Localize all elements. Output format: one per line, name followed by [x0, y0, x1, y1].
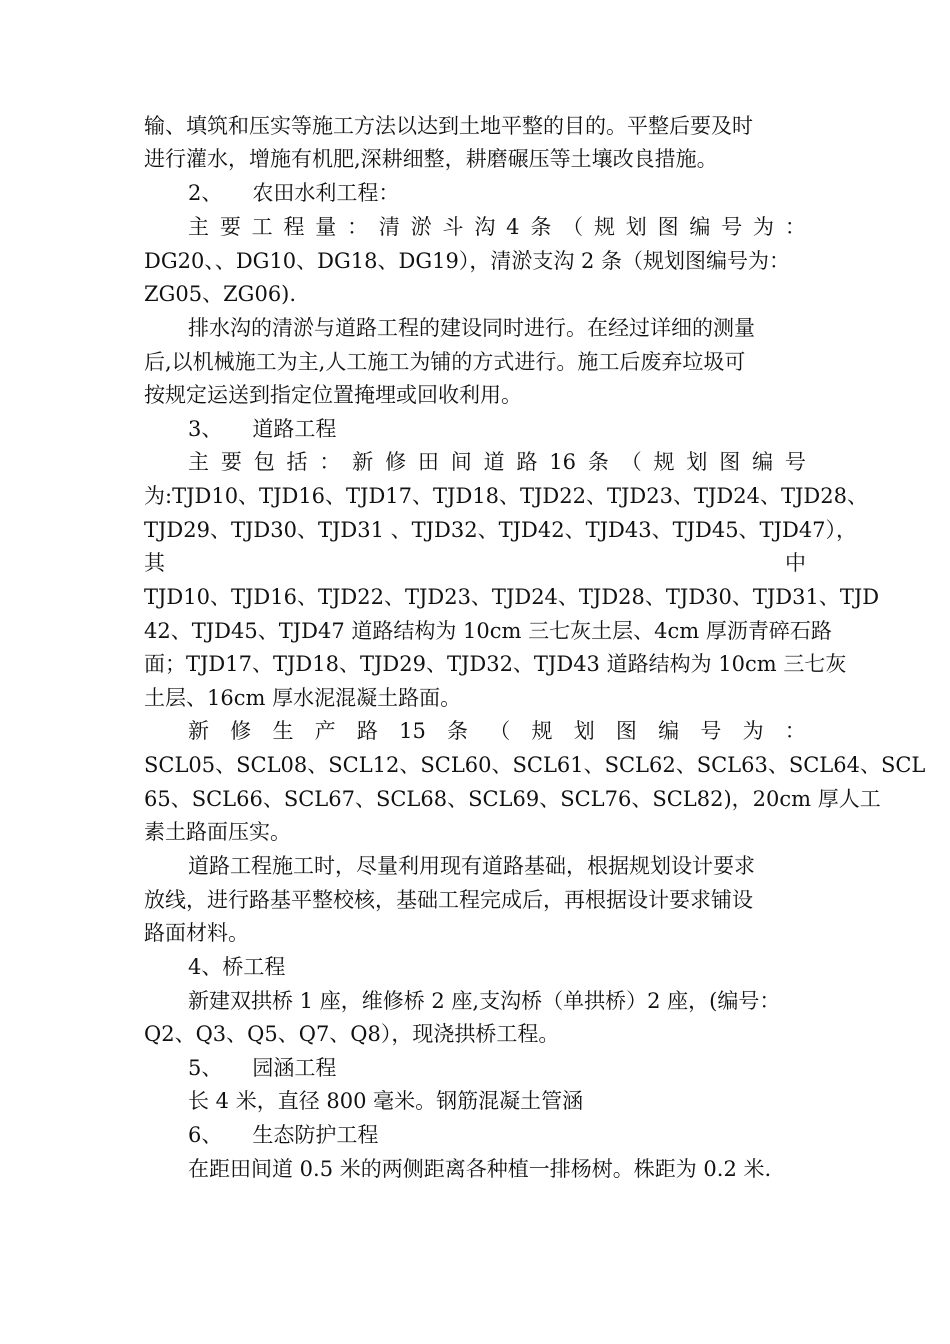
justified-word: 包: [253, 450, 275, 474]
paragraph-line: 按规定运送到指定位置掩埋或回收利用。: [144, 383, 522, 407]
justified-word: 斗: [442, 215, 464, 239]
justified-word: 间: [450, 450, 472, 474]
paragraph-line: SCL05、SCL08、SCL12、SCL60、SCL61、SCL62、SCL63、SCL64、SCL: [144, 753, 926, 777]
justified-word: 规: [593, 215, 615, 239]
section-heading: [188, 177, 399, 210]
justified-word: 淤: [410, 215, 432, 239]
justified-word: 划: [573, 719, 595, 743]
justified-word: ：: [784, 719, 806, 743]
justified-word: ：: [347, 215, 369, 239]
justified-word: 清: [378, 215, 400, 239]
justified-word: 划: [686, 450, 708, 474]
paragraph-line: 路面材料。: [144, 921, 249, 945]
justified-word: 图: [719, 450, 741, 474]
justified-line: [188, 446, 806, 479]
paragraph-line: 65、SCL66、SCL67、SCL68、SCL69、SCL76、SCL82)，20cm 厚人工: [144, 787, 881, 811]
justified-word: 主: [188, 450, 209, 474]
justified-word: 新: [188, 719, 209, 743]
justified-word: 程: [283, 215, 305, 239]
justified-word: 道: [483, 450, 505, 474]
paragraph-line: 素土路面压实。: [144, 820, 291, 844]
justified-word: 修: [230, 719, 252, 743]
justified-word: 为: [742, 719, 764, 743]
justified-word: 生: [272, 719, 294, 743]
justified-word: 路: [356, 719, 378, 743]
section-heading: [188, 413, 336, 446]
paragraph-line: 长 4 米，直径 800 毫米。钢筋混凝土管涵: [188, 1089, 584, 1113]
justified-word: （: [562, 215, 584, 239]
justified-word: 田: [417, 450, 439, 474]
paragraph-line: 42、TJD45、TJD47 道路结构为 10cm 三七灰土层、4cm 厚沥青碎石路: [144, 619, 832, 643]
paragraph-line: 后,以机械施工为主,人工施工为铺的方式进行。施工后废弃垃圾可: [144, 350, 746, 374]
justified-word: （: [620, 450, 642, 474]
justified-word: 16: [549, 450, 577, 474]
justified-word: 产: [314, 719, 336, 743]
justified-word: 沟: [474, 215, 496, 239]
justified-word: 新: [352, 450, 374, 474]
justified-word: 编: [658, 719, 680, 743]
paragraph-line: 进行灌水，增施有机肥,深耕细整，耕磨碾压等土壤改良措施。: [144, 147, 718, 171]
justified-word: 15: [399, 719, 426, 743]
section-title: 园涵工程: [252, 1056, 337, 1080]
paragraph-line: 在距田间道 0.5 米的两侧距离各种植一排杨树。株距为 0.2 米.: [188, 1157, 772, 1181]
justified-word: 号: [700, 719, 722, 743]
justified-word: 路: [516, 450, 538, 474]
section-heading: [188, 1052, 336, 1085]
justified-word: 编: [752, 450, 774, 474]
justified-word: 要: [219, 215, 241, 239]
section-title: 道路工程: [252, 417, 337, 441]
justified-word: 条: [530, 215, 552, 239]
justified-word: （: [489, 719, 511, 743]
justified-word: 为: [753, 215, 774, 239]
justified-word: 条: [587, 450, 609, 474]
justified-word: 规: [531, 719, 553, 743]
section-number: 3、: [188, 417, 223, 441]
justified-word: ：: [784, 215, 806, 239]
justified-word: 图: [657, 215, 679, 239]
justified-word: 量: [315, 215, 337, 239]
paragraph-line: DG20、、DG10、DG18、DG19），清淤支沟 2 条（规划图编号为：: [144, 249, 791, 273]
justified-word: 修: [385, 450, 407, 474]
paragraph-line: Q2、Q3、Q5、Q7、Q8），现浇拱桥工程。: [144, 1022, 560, 1046]
justified-word: 主: [188, 215, 209, 239]
paragraph-line: TJD29、TJD30、TJD31 、TJD32、TJD42、TJD43、TJD45、TJD47），: [144, 518, 858, 542]
justified-word: 号: [721, 215, 743, 239]
justified-word: 工: [251, 215, 273, 239]
justified-word: 要: [220, 450, 242, 474]
justified-line: [188, 715, 806, 748]
justified-word: 图: [615, 719, 637, 743]
paragraph-line: 道路工程施工时，尽量利用现有道路基础，根据规划设计要求: [188, 854, 755, 878]
justified-word: 规: [653, 450, 675, 474]
section-number: 5、: [188, 1056, 223, 1080]
paragraph-line: 新建双拱桥 1 座，维修桥 2 座,支沟桥（单拱桥）2 座，(编号：: [188, 989, 781, 1013]
section-title: 农田水利工程：: [252, 181, 400, 205]
section-number: 2、: [188, 181, 223, 205]
justified-word: 编: [689, 215, 711, 239]
justified-word: 括: [286, 450, 308, 474]
paragraph-line: 放线，进行路基平整校核，基础工程完成后，再根据设计要求铺设: [144, 888, 753, 912]
justified-word: 中: [785, 551, 806, 575]
paragraph-line: 面；TJD17、TJD18、TJD29、TJD32、TJD43 道路结构为 10cm 三七灰: [144, 652, 847, 676]
paragraph-line: 输、填筑和压实等施工方法以达到土地平整的目的。平整后要及时: [144, 114, 753, 138]
justified-word: 其: [144, 551, 165, 575]
section-heading: [188, 1119, 378, 1152]
justified-line: [144, 547, 806, 580]
justified-word: 条: [447, 719, 469, 743]
justified-word: 划: [625, 215, 647, 239]
justified-word: ：: [319, 450, 341, 474]
section-number: 6、: [188, 1123, 223, 1147]
justified-word: 号: [784, 450, 806, 474]
section-title: 生态防护工程: [252, 1123, 379, 1147]
justified-line: [188, 211, 806, 244]
justified-word: 4: [506, 215, 520, 239]
paragraph-line: 为:TJD10、TJD16、TJD17、TJD18、TJD22、TJD23、TJD24、TJD28、: [144, 484, 868, 508]
paragraph-line: 排水沟的清淤与道路工程的建设同时进行。在经过详细的测量: [188, 316, 755, 340]
section-heading: 4、桥工程: [188, 955, 286, 979]
paragraph-line: TJD10、TJD16、TJD22、TJD23、TJD24、TJD28、TJD30、TJD31、TJD: [144, 585, 880, 609]
paragraph-line: 土层、16cm 厚水泥混凝土路面。: [144, 686, 462, 710]
paragraph-line: ZG05、ZG06).: [144, 282, 297, 306]
